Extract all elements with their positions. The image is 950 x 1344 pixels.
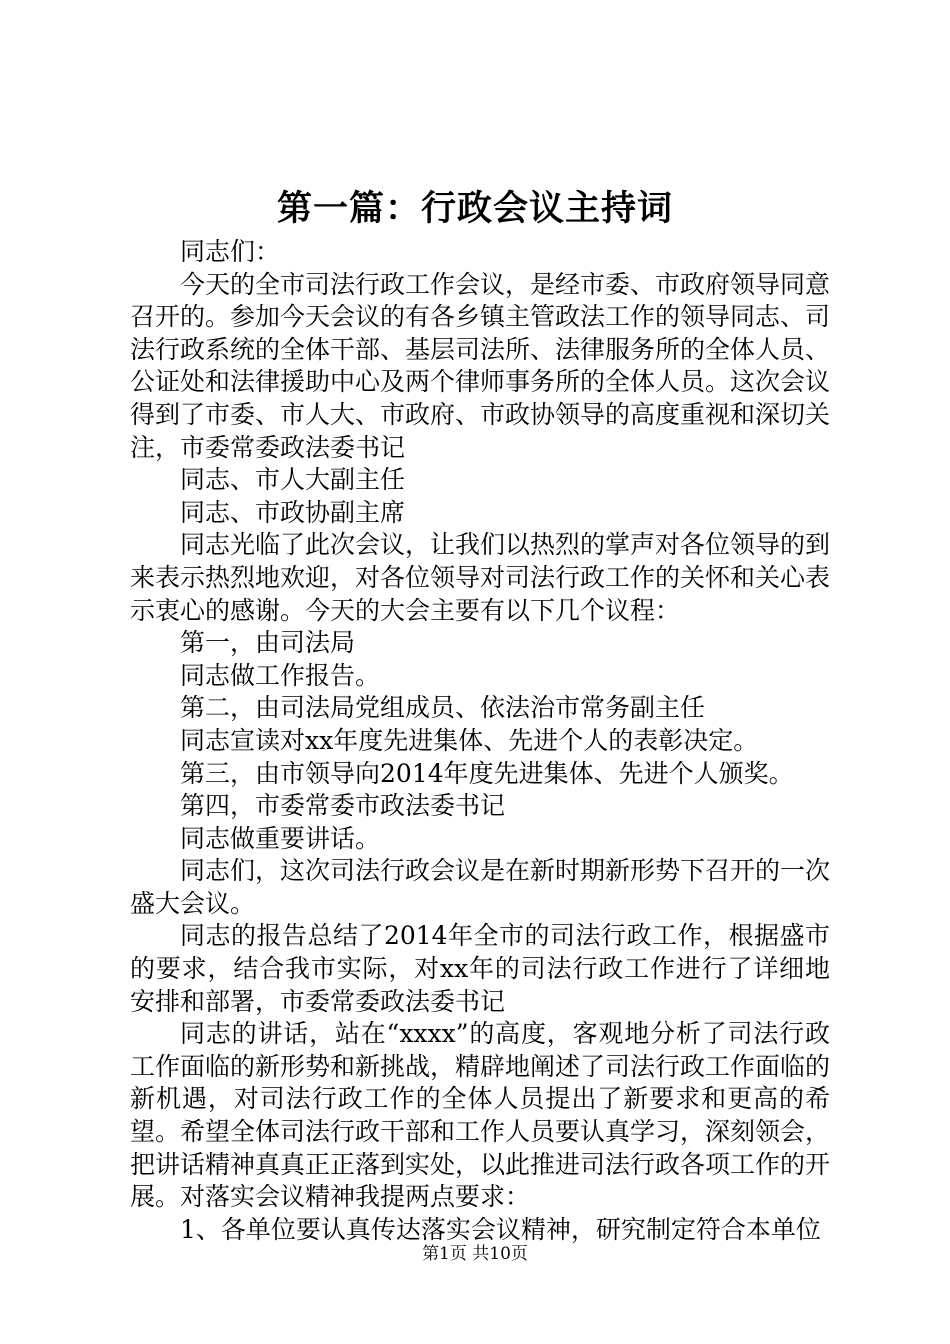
paragraph: 同志做重要讲话。 [180,823,381,853]
paragraph: 同志、市人大副主任 [180,465,406,495]
paragraph: 同志们，这次司法行政会议是在新时期新形势下召开的一次盛大会议。 [130,856,831,918]
paragraph: 第三，由市领导向2014年度先进集体、先进个人颁奖。 [180,758,794,788]
document-body [130,236,830,1246]
paragraph: 同志做工作报告。 [180,660,381,690]
paragraph: 第四，市委常委市政法委书记 [180,791,506,821]
paragraph: 第二，由司法局党组成员、依法治市常务副主任 [180,693,706,723]
paragraph: 同志光临了此次会议，让我们以热烈的掌声对各位领导的到来表示热烈地欢迎，对各位领导对司法行政工作的关怀和关心表示衷心的感谢。今天的大会主要有以下几个议程： [130,530,831,625]
page-number-footer: 第1页 共10页 [422,1244,528,1264]
document-title: 第一篇：行政会议主持词 [276,188,673,229]
paragraph: 第一，由司法局 [180,628,356,658]
paragraph: 同志、市政协副主席 [180,497,406,527]
paragraph: 1、各单位要认真传达落实会议精神，研究制定符合本单位 [180,1214,821,1244]
paragraph: 同志们： [180,237,281,266]
paragraph: 同志的报告总结了2014年全市的司法行政工作，根据盛市的要求，结合我市实际，对xx年的司法行政工作进行了详细地安排和部署，市委常委政法委书记 [130,921,830,1016]
paragraph: 同志宣读对xx年度先进集体、先进个人的表彰决定。 [180,725,759,755]
paragraph: 同志的讲话，站在“xxxx”的高度，客观地分析了司法行政工作面临的新形势和新挑战，精辟地阐述了司法行政工作面临的新机遇，对司法行政工作的全体人员提出了新要求和更高的希望。希望全体司法行政干部和工作人员要认真学习，深刻领会，把讲话精神真真正正落到实处，以此推进司法行政各项工作的开展。对落实会议精神我提两点要求： [130,1019,831,1212]
paragraph: 今天的全市司法行政工作会议，是经市委、市政府领导同意召开的。参加今天会议的有各乡镇主管政法工作的领导同志、司法行政系统的全体干部、基层司法所、法律服务所的全体人员、公证处和法律援助中心及两个律师事务所的全体人员。这次会议得到了市委、市人大、市政府、市政协领导的高度重视和深切关注，市委常委政法委书记 [130,269,831,462]
